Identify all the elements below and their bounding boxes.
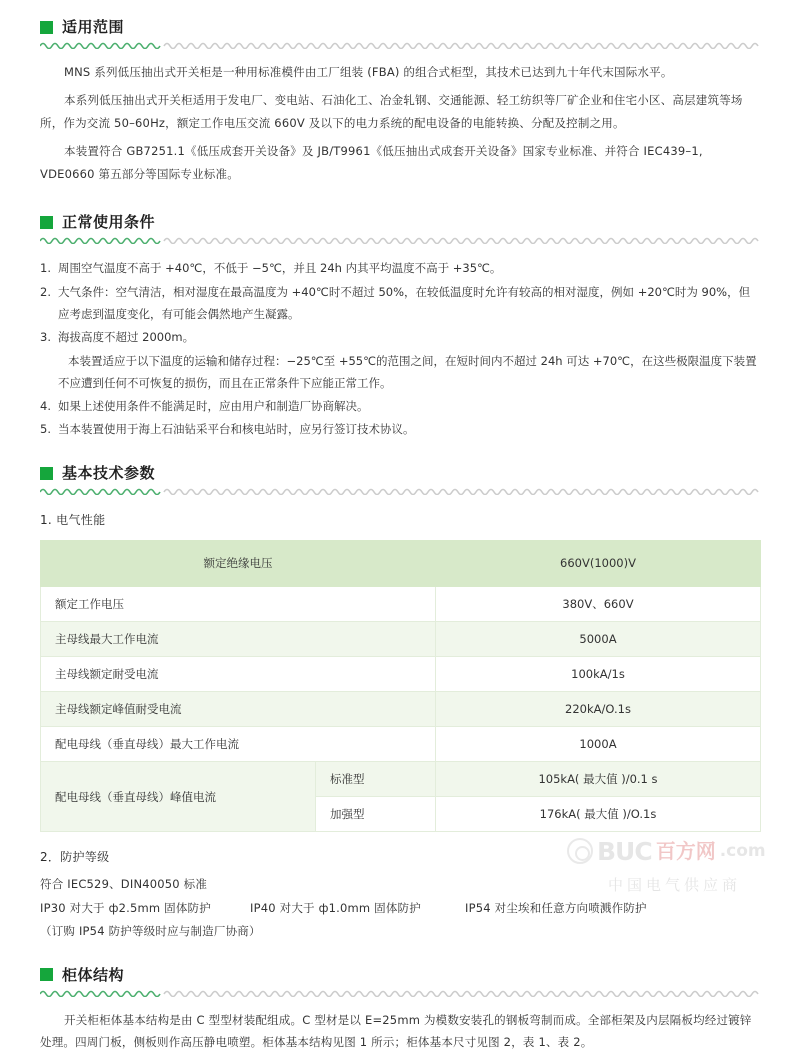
table-header-row (41, 541, 761, 586)
conditions-list (40, 257, 760, 440)
wavy-divider (40, 235, 760, 244)
list-text: 周围空气温度不高于 +40℃，不低于 −5℃，并且 24h 内其平均温度不高于 +35℃。 (58, 261, 502, 276)
row-value: 220kA/O.1s (436, 691, 761, 726)
structure-paragraph: 开关柜柜体基本结构是由 C 型型材装配组成。C 型材是以 E=25mm 为模数安装孔的钢板弯制而成。全部柜架及内层隔板均经过镀锌处理。四周门板，侧板则作高压静电喷塑。柜体基本结构见图 1 所示；柜体基本尺寸见图 2，表 1、表 2。 (40, 1012, 752, 1050)
section-heading-conditions (40, 211, 760, 231)
subsection-title-protection: 2．防护等级 (40, 850, 110, 865)
list-marker: 3. (40, 330, 51, 345)
list-marker: 5. (40, 422, 51, 437)
watermark-brand-cn: 百方网 (655, 839, 716, 863)
green-square-bullet-icon (40, 968, 53, 981)
list-marker: 4. (40, 398, 51, 413)
scope-body (40, 61, 760, 185)
section-heading-specs (40, 462, 760, 482)
protection-note: （订购 IP54 防护等级时应与制造厂协商） (40, 924, 261, 939)
section-title: 柜体结构 (62, 965, 125, 984)
list-item (40, 257, 760, 279)
wavy-divider (40, 988, 760, 997)
row-subtype: 加强型 (316, 797, 436, 832)
row-subtype: 标准型 (316, 762, 436, 797)
protection-ip30: IP30 对大于 ф2.5mm 固体防护 (40, 900, 211, 915)
protection-ip54: IP54 对尘埃和任意方向喷溅作防护 (465, 900, 647, 915)
section-scope (0, 16, 800, 185)
wavy-divider (40, 40, 760, 49)
table-row (41, 586, 761, 621)
structure-body (40, 1009, 760, 1054)
row-label: 额定工作电压 (41, 586, 436, 621)
wavy-divider-icon (40, 40, 760, 49)
list-marker: 1. (40, 261, 51, 276)
section-operating-conditions (0, 211, 800, 440)
watermark-tagline: 中国电气供应商 (607, 876, 741, 894)
scope-paragraph: 本装置符合 GB7251.1《低压成套开关设备》及 JB/T9961《低压抽出式成套开关设备》国家专业标准、并符合 IEC439–1, VDE0660 第五部分等国际专业标准。 (40, 144, 703, 181)
row-label: 主母线额定耐受电流 (41, 656, 436, 691)
list-item (40, 281, 760, 326)
scope-paragraph: 本系列低压抽出式开关柜适用于发电厂、变电站、石油化工、冶金轧钢、交通能源、轻工纺织等厂矿企业和住宅小区、高层建筑等场所，作为交流 50–60Hz，额定工作电压交流 660V 及以下的电力系统的配电设备的电能转换、分配及控制之用。 (40, 93, 743, 130)
table-row (41, 726, 761, 761)
row-value: 100kA/1s (436, 656, 761, 691)
section-cabinet-structure (0, 964, 800, 1054)
protection-ip-row (40, 897, 760, 921)
row-value: 380V、660V (436, 586, 761, 621)
wavy-divider (40, 486, 760, 495)
section-heading-scope (40, 16, 760, 36)
list-text: 如果上述使用条件不能满足时，应由用户和制造厂协商解决。 (58, 398, 369, 413)
list-text: 大气条件：空气清洁，相对湿度在最高温度为 +40℃时不超过 50%，在较低温度时允许有较高的相对湿度，例如 +20℃时为 90%，但应考虑到温度变化，有可能会偶然地产生凝露。 (58, 284, 751, 321)
section-title: 正常使用条件 (62, 213, 156, 232)
protection-block (40, 873, 760, 944)
list-text: 当本装置使用于海上石油钻采平台和核电站时，应另行签订技术协议。 (58, 422, 415, 437)
table-header-value: 660V(1000)V (436, 541, 761, 586)
watermark-brand: BUC (597, 836, 652, 866)
protection-standard: 符合 IEC529、DIN40050 标准 (40, 877, 208, 892)
wavy-divider-icon (40, 235, 760, 244)
wavy-divider-icon (40, 988, 760, 997)
list-item (40, 418, 760, 440)
section-technical-parameters (0, 462, 800, 943)
green-square-bullet-icon (40, 216, 53, 229)
scope-paragraph: MNS 系列低压抽出式开关柜是一种用标准模件由工厂组装 (FBA) 的组合式柜型，其技术已达到九十年代末国际水平。 (64, 65, 673, 79)
table-row (41, 691, 761, 726)
row-label: 主母线额定峰值耐受电流 (41, 691, 436, 726)
storage-note: 本装置适应于以下温度的运输和储存过程：−25℃至 +55℃的范围之间，在短时间内不超过 24h 可达 +70℃，在这些极限温度下装置不应遭到任何不可恢复的损伤，而且在正常条件下应能正常工作。 (58, 353, 757, 391)
document-page (0, 16, 800, 1050)
wavy-divider-icon (40, 486, 760, 495)
table-header-label: 额定绝缘电压 (41, 541, 436, 586)
row-value: 1000A (436, 726, 761, 761)
section-heading-structure (40, 964, 760, 984)
row-value: 176kA( 最大值 )/O.1s (436, 797, 761, 832)
section-title: 基本技术参数 (62, 464, 156, 483)
list-item (40, 395, 760, 417)
list-text: 海拔高度不超过 2000m。 (58, 330, 195, 345)
row-value: 5000A (436, 621, 761, 656)
row-label: 配电母线（垂直母线）最大工作电流 (41, 726, 436, 761)
section-title: 适用范围 (62, 18, 125, 36)
electrical-spec-table (40, 540, 761, 832)
protection-ip40: IP40 对大于 ф1.0mm 固体防护 (250, 900, 421, 915)
subsection-title-electrical: 1. 电气性能 (40, 513, 106, 528)
list-item (40, 326, 760, 348)
table-row (41, 656, 761, 691)
table-row (41, 621, 761, 656)
table-row-merged (41, 762, 761, 797)
row-value: 105kA( 最大值 )/0.1 s (436, 762, 761, 797)
row-label-merged: 配电母线（垂直母线）峰值电流 (41, 762, 316, 832)
list-marker: 2. (40, 284, 51, 299)
green-square-bullet-icon (40, 467, 53, 480)
watermark-domain: .com (719, 840, 766, 861)
row-label: 主母线最大工作电流 (41, 621, 436, 656)
green-square-bullet-icon (40, 21, 53, 34)
